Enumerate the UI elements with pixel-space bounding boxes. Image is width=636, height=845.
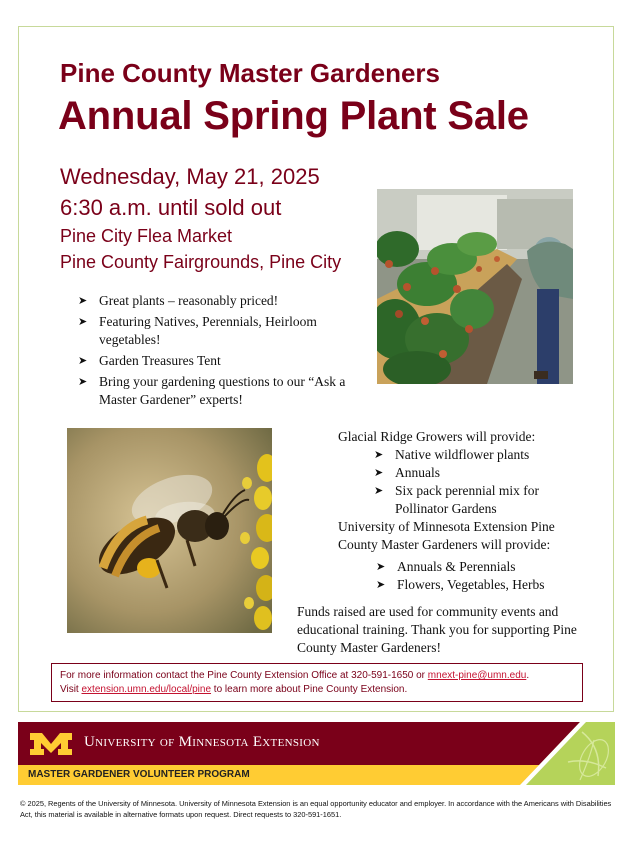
glacial-ridge-list <box>374 446 564 518</box>
arrowhead-bullet-icon: ➤ <box>376 561 386 573</box>
list-item: ➤ Featuring Natives, Perennials, Heirloom vegetables! <box>78 314 317 347</box>
glacial-ridge-intro: Glacial Ridge Growers will provide: <box>338 429 536 444</box>
highlights-list <box>78 292 368 409</box>
greenhouse-plants-photo <box>377 189 573 384</box>
arrowhead-bullet-icon: ➤ <box>78 295 88 307</box>
list-item: ➤ Great plants – reasonably priced! <box>78 293 279 308</box>
honeybee-photo <box>67 428 272 633</box>
program-name: MASTER GARDENER VOLUNTEER PROGRAM <box>28 769 250 780</box>
leaf-pattern-graphic <box>520 722 615 785</box>
arrowhead-bullet-icon: ➤ <box>374 467 384 479</box>
flyer-title: Annual Spring Plant Sale <box>58 94 529 138</box>
list-item: ➤ Native wildflower plants <box>374 447 530 462</box>
arrowhead-bullet-icon: ➤ <box>374 449 384 461</box>
arrowhead-bullet-icon: ➤ <box>78 316 88 328</box>
umn-extension-list <box>376 558 576 594</box>
list-item: ➤ Annuals & Perennials <box>376 559 516 574</box>
event-location: Pine County Fairgrounds, Pine City <box>60 252 342 272</box>
funds-statement: Funds raised are used for community events and educational training. Thank you for supporting Pine County Master Gardeners! <box>297 604 577 655</box>
event-time: 6:30 a.m. until sold out <box>60 195 282 220</box>
arrowhead-bullet-icon: ➤ <box>78 355 88 367</box>
providers-section <box>338 428 588 594</box>
list-item: ➤ Garden Treasures Tent <box>78 353 221 368</box>
contact-info-box <box>51 663 583 702</box>
list-item: ➤ Annuals <box>374 465 440 480</box>
legal-notice: © 2025, Regents of the University of Minnesota. University of Minnesota Extension is an equal opportunity educator and employer. In accordance with the Americans with Disabilities Act, this material is available in alternative formats upon request. Direct requests to 320-591-1651. <box>20 799 612 819</box>
arrowhead-bullet-icon: ➤ <box>376 579 386 591</box>
arrowhead-bullet-icon: ➤ <box>374 485 384 497</box>
website-line: Visit extension.umn.edu/local/pine to learn more about Pine County Extension. <box>60 684 408 695</box>
list-item: ➤ Flowers, Vegetables, Herbs <box>376 577 545 592</box>
minnesota-m-logo <box>28 731 74 757</box>
email-link[interactable]: mnext-pine@umn.edu <box>427 670 527 681</box>
list-item: ➤ Six pack perennial mix for Pollinator Gardens <box>374 483 539 516</box>
event-date: Wednesday, May 21, 2025 <box>60 164 320 189</box>
organization-name: Pine County Master Gardeners <box>60 58 440 88</box>
umn-extension-intro: University of Minnesota Extension Pine County Master Gardeners will provide: <box>338 519 555 552</box>
event-venue: Pine City Flea Market <box>60 226 233 246</box>
university-extension-name: University of Minnesota Extension <box>84 734 320 750</box>
arrowhead-bullet-icon: ➤ <box>78 376 88 388</box>
website-link[interactable]: extension.umn.edu/local/pine <box>81 684 212 695</box>
list-item: ➤ Bring your gardening questions to our “Ask a Master Gardener” experts! <box>78 374 346 407</box>
contact-line: For more information contact the Pine County Extension Office at 320-591-1650 or mnext-pine@umn.edu. <box>60 670 530 681</box>
